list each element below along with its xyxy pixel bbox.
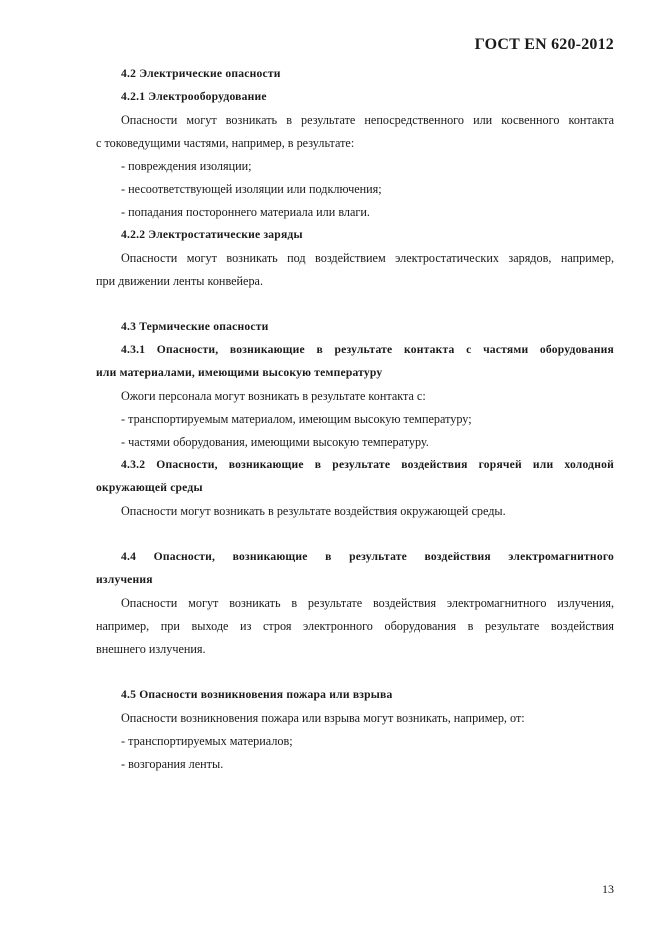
subsection-heading-4-2-1: 4.2.1 Электрооборудование xyxy=(121,90,267,103)
list-item: - попадания постороннего материала или влаги. xyxy=(121,205,370,219)
paragraph-line: Опасности могут возникать в результате воздействия электромагнитного излучения, xyxy=(121,596,614,610)
section-heading-4-4: 4.4 Опасности, возникающие в результате воздействия электромагнитного xyxy=(121,550,614,563)
section-heading-4-4-cont: излучения xyxy=(96,573,153,586)
paragraph-line: например, при выходе из строя электронного оборудования в результате воздействия xyxy=(96,619,614,633)
paragraph-line: Опасности могут возникать в результате непосредственного или косвенного контакта xyxy=(121,113,614,127)
paragraph-line: Опасности могут возникать под воздействием электростатических зарядов, например, xyxy=(121,251,614,265)
paragraph-line: Ожоги персонала могут возникать в результате контакта с: xyxy=(121,389,426,403)
list-item: - повреждения изоляции; xyxy=(121,159,252,173)
list-item: - транспортируемых материалов; xyxy=(121,734,293,748)
subsection-heading-4-3-1-cont: или материалами, имеющими высокую температуру xyxy=(96,366,383,379)
list-item: - несоответствующей изоляции или подключения; xyxy=(121,182,382,196)
paragraph-line: внешнего излучения. xyxy=(96,642,206,656)
paragraph-line: при движении ленты конвейера. xyxy=(96,274,264,288)
page-number: 13 xyxy=(602,882,614,896)
paragraph-line: Опасности возникновения пожара или взрыва могут возникать, например, от: xyxy=(121,711,525,725)
subsection-heading-4-3-1: 4.3.1 Опасности, возникающие в результате контакта с частями оборудования xyxy=(121,343,614,356)
list-item: - возгорания ленты. xyxy=(121,757,224,771)
standard-header: ГОСТ EN 620-2012 xyxy=(474,36,614,53)
subsection-heading-4-2-2: 4.2.2 Электростатические заряды xyxy=(121,228,303,241)
subsection-heading-4-3-2: 4.3.2 Опасности, возникающие в результате воздействия горячей или холодной xyxy=(121,458,614,471)
section-heading-4-5: 4.5 Опасности возникновения пожара или взрыва xyxy=(121,688,393,701)
list-item: - частями оборудования, имеющими высокую температуру. xyxy=(121,435,429,449)
subsection-heading-4-3-2-cont: окружающей среды xyxy=(96,481,203,494)
paragraph-line: Опасности могут возникать в результате воздействия окружающей среды. xyxy=(121,504,506,518)
section-heading-4-3: 4.3 Термические опасности xyxy=(121,320,269,333)
section-heading-4-2: 4.2 Электрические опасности xyxy=(121,67,281,80)
list-item: - транспортируемым материалом, имеющим высокую температуру; xyxy=(121,412,472,426)
paragraph-line: с токоведущими частями, например, в результате: xyxy=(96,136,355,150)
